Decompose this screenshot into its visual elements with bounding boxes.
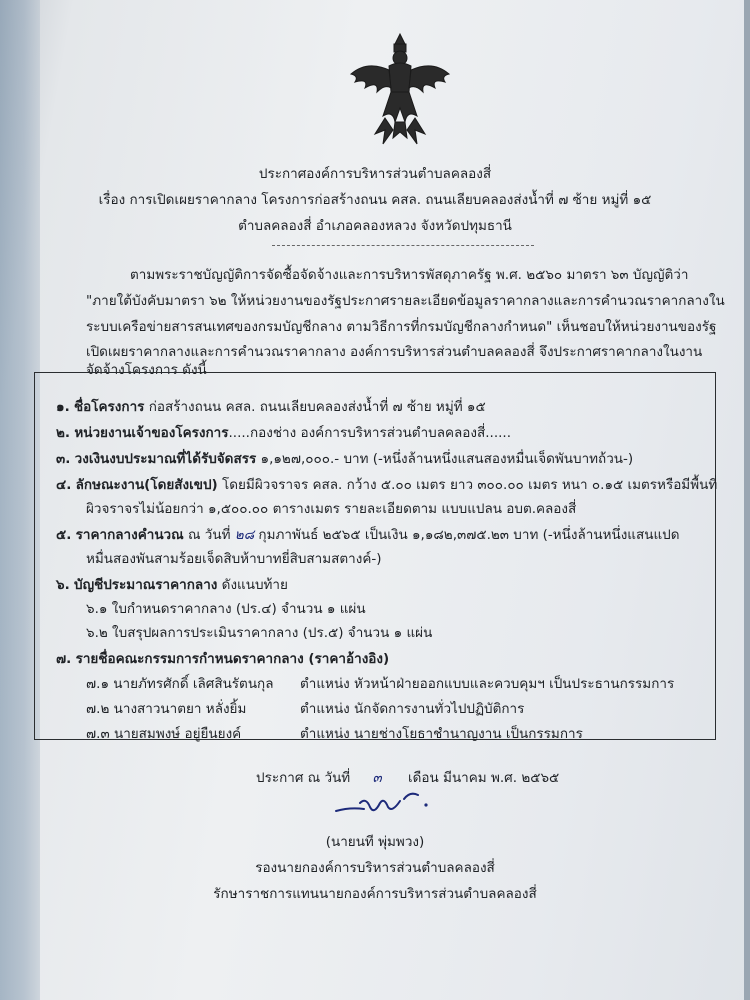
intro-line-2: "ภายใต้บังคับมาตรา ๖๒ ให้หน่วยงานของรัฐประกาศรายละเอียดข้อมูลราคากลางและการคำนวณราคากลางใน <box>86 293 725 309</box>
item-6-num: ๖. <box>56 577 70 593</box>
item-5-day: ๒๘ <box>234 527 255 543</box>
item-3-num: ๓. <box>56 451 71 467</box>
member-3-role: ตำแหน่ง นายช่างโยธาชำนาญงาน เป็นกรรมการ <box>300 726 583 742</box>
signer-title-2: รักษาราชการแทนนายกองค์การบริหารส่วนตำบลคลองสี่ <box>213 886 537 902</box>
item-1 <box>56 395 486 417</box>
header-subject: เรื่อง การเปิดเผยราคากลาง โครงการก่อสร้างถนน คสล. ถนนเลียบคลองส่งน้ำที่ ๗ ซ้าย หมู่ที่ ๑๕ <box>98 192 652 208</box>
member-3-name: ๗.๓ นายสมพงษ์ อยู่ยืนยงค์ <box>86 726 242 742</box>
garuda-emblem-icon <box>345 30 455 150</box>
item-4 <box>56 473 717 495</box>
item-2-text: .....กองช่าง องค์การบริหารส่วนตำบลคลองสี่...... <box>228 425 511 441</box>
header-divider <box>272 245 534 246</box>
item-5-num: ๕. <box>56 527 72 543</box>
item-2-num: ๒. <box>56 425 71 441</box>
item-3-text: ๑,๑๒๗,๐๐๐.- บาท (-หนึ่งล้านหนึ่งแสนสองหมื่นเจ็ดพันบาทถ้วน-) <box>260 451 634 467</box>
footer-announce: ประกาศ ณ วันที่ <box>256 770 351 786</box>
intro-line-4: เปิดเผยราคากลางและการคำนวณราคากลาง องค์การบริหารส่วนตำบลคลองสี่ จึงประกาศราคากลางในงาน <box>86 344 703 360</box>
item-1-text: ก่อสร้างถนน คสล. ถนนเลียบคลองส่งน้ำที่ ๗ ซ้าย หมู่ที่ ๑๕ <box>148 399 486 415</box>
item-5-text-cont: หมื่นสองพันสามร้อยเจ็ดสิบห้าบาทยี่สิบสามสตางค์-) <box>86 551 382 567</box>
intro-line-1: ตามพระราชบัญญัติการจัดซื้อจัดจ้างและการบริหารพัสดุภาครัฐ พ.ศ. ๒๕๖๐ มาตรา ๖๓ บัญญัติว่า <box>130 267 689 283</box>
item-4-text: โดยมีผิวจราจร คสล. กว้าง ๕.๐๐ เมตร ยาว ๓๐๐.๐๐ เมตร หนา ๐.๑๕ เมตรหรือมีพื้นที่ <box>222 477 718 493</box>
signer-name: (นายนที พุ่มพวง) <box>325 834 425 850</box>
signer-title-1: รองนายกองค์การบริหารส่วนตำบลคลองสี่ <box>255 860 495 876</box>
item-7-num: ๗. <box>56 651 72 667</box>
member-2-role: ตำแหน่ง นักจัดการงานทั่วไปปฏิบัติการ <box>300 701 525 717</box>
item-6-text: ดังแนบท้าย <box>221 577 288 593</box>
footer-day: ๓ <box>372 770 382 786</box>
item-4-label: ลักษณะงาน(โดยสังเขป) <box>75 477 218 493</box>
item-6 <box>56 573 288 595</box>
member-1-role: ตำแหน่ง หัวหน้าฝ่ายออกแบบและควบคุมฯ เป็นประธานกรรมการ <box>300 676 675 692</box>
item-6-sub-2: ๖.๒ ใบสรุปผลการประเมินราคากลาง (ปร.๕) จำนวน ๑ แผ่น <box>86 625 433 641</box>
item-3 <box>56 447 633 469</box>
item-1-num: ๑. <box>56 399 70 415</box>
item-5 <box>56 523 680 545</box>
item-2-label: หน่วยงานเจ้าของโครงการ <box>74 425 229 441</box>
member-2-name: ๗.๒ นางสาวนาตยา หลั่งยิ้ม <box>86 701 247 717</box>
item-7 <box>56 647 389 669</box>
signature-icon <box>330 785 440 825</box>
header-org: ประกาศองค์การบริหารส่วนตำบลคลองสี่ <box>258 166 492 182</box>
item-4-text-cont: ผิวจราจรไม่น้อยกว่า ๑,๕๐๐.๐๐ ตารางเมตร รายละเอียดตาม แบบแปลน อบต.คลองสี่ <box>86 501 577 517</box>
intro-line-3: ระบบเครือข่ายสารสนเทศของกรมบัญชีกลาง ตามวิธีการที่กรมบัญชีกลางกำหนด" เห็นชอบให้หน่วยงานของรัฐ <box>86 319 717 335</box>
item-5-pre: ณ วันที่ <box>187 527 231 543</box>
item-1-label: ชื่อโครงการ <box>74 399 145 415</box>
item-5-label: ราคากลางคำนวณ <box>75 527 184 543</box>
item-3-label: วงเงินงบประมาณที่ได้รับจัดสรร <box>74 451 257 467</box>
intro-line-5: จัดจ้างโครงการ ดังนี้ <box>86 362 207 378</box>
header-location: ตำบลคลองสี่ อำเภอคลองหลวง จังหวัดปทุมธานี <box>238 218 512 234</box>
item-7-label: รายชื่อคณะกรรมการกำหนดราคากลาง (ราคาอ้างอิง) <box>75 651 390 667</box>
item-2 <box>56 421 511 443</box>
item-5-text: กุมภาพันธ์ ๒๕๖๕ เป็นเงิน ๑,๑๘๒,๓๗๕.๒๓ บาท (-หนึ่งล้านหนึ่งแสนแปด <box>258 527 680 543</box>
member-1-name: ๗.๑ นายภัทรศักดิ์ เลิศสินรัตนกุล <box>86 676 274 692</box>
item-4-num: ๔. <box>56 477 72 493</box>
item-6-sub-1: ๖.๑ ใบกำหนดราคากลาง (ปร.๔) จำนวน ๑ แผ่น <box>86 601 366 617</box>
item-6-label: บัญชีประมาณราคากลาง <box>74 577 218 593</box>
footer-month: เดือน มีนาคม พ.ศ. ๒๕๖๕ <box>408 770 560 786</box>
